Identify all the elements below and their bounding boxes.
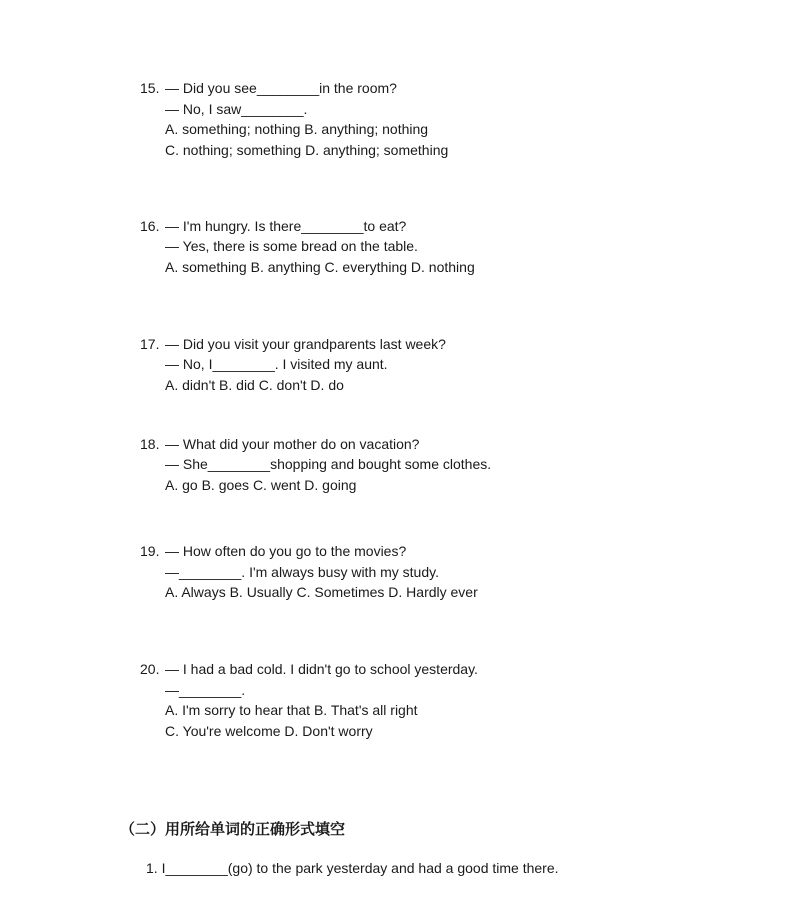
question-options: A. go B. goes C. went D. going xyxy=(165,477,357,493)
question-number: 19. xyxy=(140,543,160,559)
question-options: A. Always B. Usually C. Sometimes D. Hardly ever xyxy=(165,584,478,600)
fill-in-item: 1. I________(go) to the park yesterday and had a good time there. xyxy=(146,860,559,876)
question-prompt: — How often do you go to the movies? xyxy=(165,543,407,559)
question-number: 15. xyxy=(140,80,160,96)
question-options: C. nothing; something D. anything; something xyxy=(165,142,449,158)
question-reply: — She________shopping and bought some clothes. xyxy=(165,456,492,472)
question-prompt: — Did you visit your grandparents last week? xyxy=(165,336,446,352)
question-reply: — No, I saw________. xyxy=(165,101,308,117)
question-number: 17. xyxy=(140,336,160,352)
question-reply: — No, I________. I visited my aunt. xyxy=(165,356,388,372)
section-title: （二）用所给单词的正确形式填空 xyxy=(120,820,346,838)
question-options: A. I'm sorry to hear that B. That's all right xyxy=(165,702,418,718)
question-options: C. You're welcome D. Don't worry xyxy=(165,723,373,739)
question-reply: — Yes, there is some bread on the table. xyxy=(165,238,418,254)
question-options: A. something B. anything C. everything D. nothing xyxy=(165,259,475,275)
question-prompt: — What did your mother do on vacation? xyxy=(165,436,420,452)
question-number: 18. xyxy=(140,436,160,452)
question-prompt: — I'm hungry. Is there________to eat? xyxy=(165,218,407,234)
question-options: A. didn't B. did C. don't D. do xyxy=(165,377,344,393)
question-prompt: — I had a bad cold. I didn't go to school yesterday. xyxy=(165,661,478,677)
question-reply: —________. I'm always busy with my study. xyxy=(165,564,439,580)
question-options: A. something; nothing B. anything; nothing xyxy=(165,121,429,137)
question-number: 20. xyxy=(140,661,160,677)
question-number: 16. xyxy=(140,218,160,234)
question-reply: —________. xyxy=(165,682,246,698)
question-prompt: — Did you see________in the room? xyxy=(165,80,397,96)
